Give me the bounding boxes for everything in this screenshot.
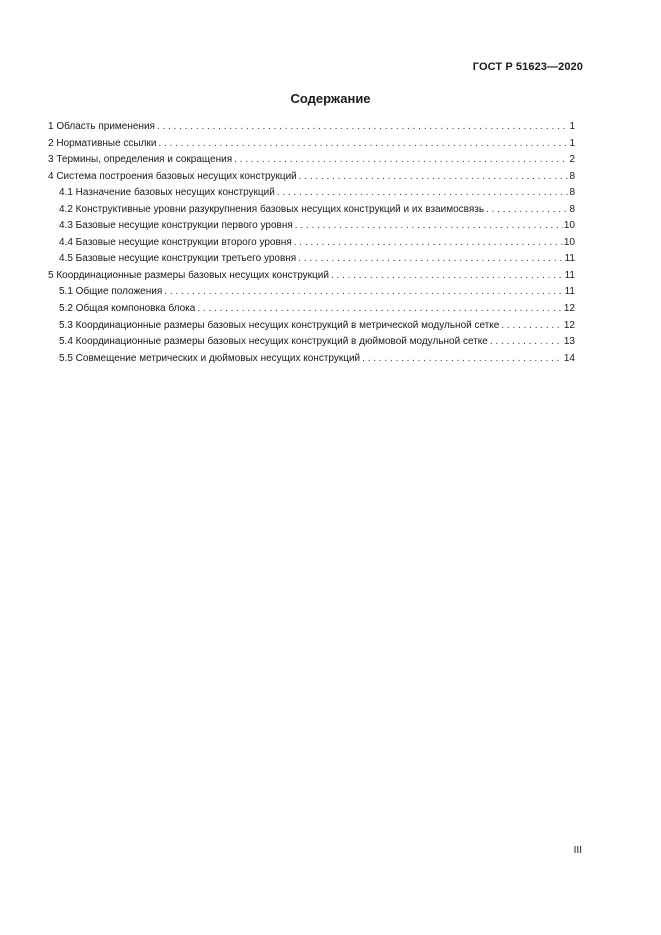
toc-entry-title: 4.4 Базовые несущие конструкции второго уровня: [59, 236, 292, 248]
toc-entry[interactable]: [48, 169, 575, 186]
table-of-contents: [48, 119, 575, 367]
toc-entry-title: 5.1 Общие положения: [59, 286, 163, 298]
toc-entry-title: 5.2 Общая компоновка блока: [59, 303, 196, 315]
toc-entry-leader: [294, 235, 563, 252]
toc-entry-page: 8: [569, 187, 575, 199]
toc-entry-leader: [298, 251, 563, 268]
toc-entry-title: 3 Термины, определения и сокращения: [48, 154, 233, 166]
toc-entry-leader: [158, 136, 568, 153]
toc-entry-page: 11: [564, 286, 575, 298]
toc-entry-page: 12: [563, 319, 575, 331]
toc-entry[interactable]: [48, 301, 575, 318]
toc-entry-leader: [197, 301, 563, 318]
toc-entry-page: 13: [563, 336, 575, 348]
toc-entry-title: 2 Нормативные ссылки: [48, 137, 157, 149]
toc-entry-page: 11: [564, 269, 575, 281]
toc-entry-title: 4 Система построения базовых несущих конструкций: [48, 170, 297, 182]
toc-entry-page: 8: [569, 170, 575, 182]
page-number: III: [573, 845, 582, 856]
toc-entry-page: 12: [563, 303, 575, 315]
toc-entry[interactable]: [48, 235, 575, 252]
toc-entry-leader: [234, 152, 568, 169]
toc-entry-title: 5.4 Координационные размеры базовых несущих конструкций в дюймовой модульной сетке: [59, 336, 488, 348]
toc-entry-page: 1: [569, 121, 575, 132]
toc-entry-page: 11: [564, 253, 575, 265]
toc-entry-title: 5.3 Координационные размеры базовых несущих конструкций в метрической модульной сетке: [59, 319, 500, 331]
toc-entry[interactable]: [48, 351, 575, 368]
toc-entry-leader: [501, 318, 563, 335]
toc-entry[interactable]: [48, 251, 575, 268]
toc-entry-page: 10: [563, 220, 575, 232]
toc-entry-page: 14: [563, 352, 575, 364]
toc-entry-page: 10: [563, 236, 575, 248]
toc-entry-title: 4.2 Конструктивные уровни разукрупнения базовых несущих конструкций и их взаимосвязь: [59, 203, 485, 215]
toc-entry[interactable]: [48, 334, 575, 351]
toc-entry-title: 5.5 Совмещение метрических и дюймовых несущих конструкций: [59, 352, 361, 364]
toc-entry[interactable]: [48, 284, 575, 301]
toc-entry-title: 5 Координационные размеры базовых несущих конструкций: [48, 269, 329, 281]
toc-entry-title: 1 Область применения: [48, 121, 155, 132]
toc-entry-title: 4.5 Базовые несущие конструкции третьего уровня: [59, 253, 297, 265]
toc-entry-leader: [299, 169, 569, 186]
toc-entry-leader: [331, 268, 564, 285]
toc-title: Содержание: [290, 91, 371, 106]
toc-entry-leader: [277, 185, 569, 202]
toc-entry-leader: [295, 218, 563, 235]
toc-entry-leader: [164, 284, 563, 301]
document-code: ГОСТ Р 51623—2020: [472, 61, 583, 73]
toc-entry-title: 4.1 Назначение базовых несущих конструкций: [59, 187, 275, 199]
toc-entry[interactable]: [48, 268, 575, 285]
toc-entry-leader: [362, 351, 563, 368]
toc-entry-page: 8: [569, 203, 575, 215]
toc-entry-title: 4.3 Базовые несущие конструкции первого уровня: [59, 220, 293, 232]
toc-entry-leader: [157, 119, 568, 136]
toc-entry-page: 2: [569, 154, 575, 166]
toc-entry[interactable]: [48, 136, 575, 153]
toc-entry[interactable]: [48, 119, 575, 136]
toc-entry-leader: [490, 334, 563, 351]
toc-entry[interactable]: [48, 152, 575, 169]
toc-entry[interactable]: [48, 218, 575, 235]
toc-entry-page: 1: [569, 137, 575, 149]
toc-entry[interactable]: [48, 202, 575, 219]
toc-entry-leader: [486, 202, 568, 219]
toc-entry[interactable]: [48, 185, 575, 202]
toc-entry[interactable]: [48, 318, 575, 335]
